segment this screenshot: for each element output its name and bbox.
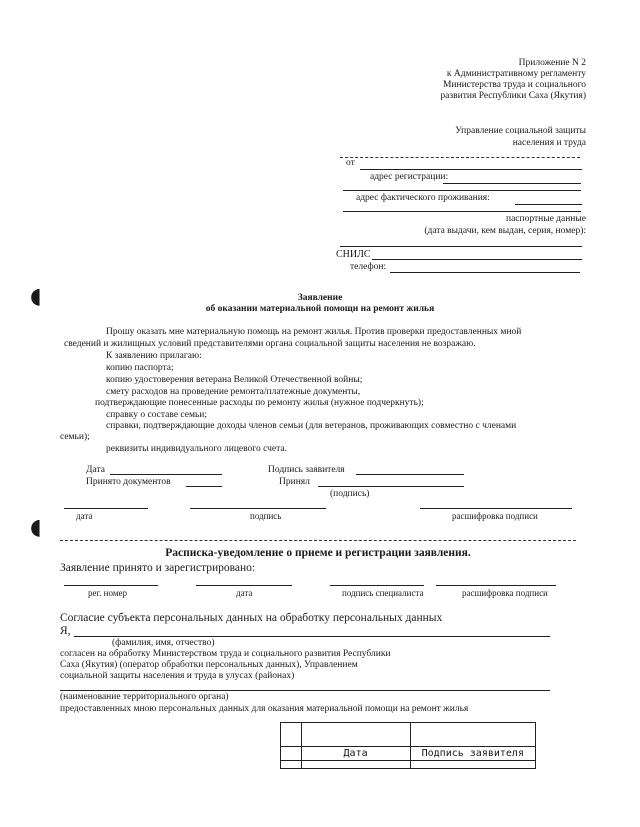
applicant-sign-label: Подпись заявителя xyxy=(268,465,345,475)
body-paragraph: сведений и жилищных условий представителями органа социальной защиты населения не возражаю. xyxy=(64,339,476,349)
passport-label: паспортные данные xyxy=(505,214,586,224)
attach-item: реквизиты индивидуального лицевого счета. xyxy=(106,444,287,454)
receipt-reg-line[interactable] xyxy=(64,585,158,586)
appendix-line: к Административному регламенту xyxy=(446,69,586,79)
consent-line: социальной защиты населения и труда в улусах (районах) xyxy=(60,671,295,681)
phone-field[interactable] xyxy=(390,272,580,273)
appendix-line: Министерства труда и социального xyxy=(442,80,586,90)
signoff-decode-line[interactable] xyxy=(420,508,572,509)
reg-address-field-2[interactable] xyxy=(343,190,581,191)
accepted-by-field[interactable] xyxy=(318,486,464,487)
sig-cell xyxy=(281,747,302,761)
consent-org-field[interactable] xyxy=(60,690,550,691)
docs-accepted-label: Принято документов xyxy=(86,477,171,487)
signoff-col-sign: подпись xyxy=(250,511,282,521)
signoff-col-decode: расшифровка подписи xyxy=(452,511,538,521)
date-label: Дата xyxy=(86,465,105,475)
attach-item: семьи); xyxy=(60,432,90,442)
sig-sign-cell[interactable] xyxy=(410,723,535,747)
applicant-line xyxy=(340,157,580,158)
receipt-col-spec: подпись специалиста xyxy=(342,588,424,598)
fact-address-field-2[interactable] xyxy=(343,211,581,212)
sig-cell xyxy=(281,761,302,769)
passport-hint: (дата выдачи, кем выдан, серия, номер): xyxy=(424,226,586,236)
consent-line: предоставленных мною персональных данных для оказания материальной помощи на ремонт жилья xyxy=(60,704,469,714)
reg-address-field[interactable] xyxy=(443,183,581,184)
receipt-accepted: Заявление принято и зарегистрировано: xyxy=(60,562,256,574)
consent-title: Согласие субъекта персональных данных на обработку персональных данных xyxy=(60,612,443,624)
passport-field[interactable] xyxy=(340,246,582,247)
applicant-sign-field[interactable] xyxy=(356,474,464,475)
attach-item: справки, подтверждающие доходы членов семьи (для ветеранов, проживающих совместно с членами xyxy=(106,421,517,431)
sig-cell xyxy=(410,761,535,769)
consent-fio-hint: (фамилия, имя, отчество) xyxy=(112,638,215,648)
recipient-block xyxy=(455,125,586,149)
binder-hole-mark: ◖ xyxy=(30,284,42,309)
consent-fio-field[interactable] xyxy=(74,636,550,637)
recipient-line: Управление социальной защиты xyxy=(455,126,586,136)
signoff-sign-line[interactable] xyxy=(190,508,326,509)
signoff-date-line[interactable] xyxy=(64,508,148,509)
reg-address-label: адрес регистрации: xyxy=(370,172,449,182)
from-field[interactable] xyxy=(360,169,582,170)
date-field[interactable] xyxy=(110,474,222,475)
snils-label: СНИЛС xyxy=(336,249,371,260)
receipt-col-date: дата xyxy=(236,588,253,598)
attach-intro: К заявлению прилагаю: xyxy=(106,351,202,361)
fact-address-field[interactable] xyxy=(515,204,582,205)
receipt-col-reg: рег. номер xyxy=(88,588,128,598)
receipt-date-line[interactable] xyxy=(196,585,292,586)
recipient-line: населения и труда xyxy=(512,138,586,148)
docs-accepted-field[interactable] xyxy=(186,486,222,487)
attach-item: копию удостоверения ветерана Великой Отечественной войны; xyxy=(106,375,363,385)
signoff-col-date: дата xyxy=(76,511,93,521)
signature-table xyxy=(280,722,536,769)
receipt-col-decode: расшифровка подписи xyxy=(462,588,548,598)
sign-hint: (подпись) xyxy=(330,489,370,499)
consent-line: согласен на обработку Министерством труда и социального развития Республики xyxy=(60,649,391,659)
document-subtitle: об оказании материальной помощи на ремонт жилья xyxy=(205,304,435,314)
fact-address-label: адрес фактического проживания: xyxy=(356,193,490,203)
receipt-decode-line[interactable] xyxy=(436,585,556,586)
attach-item: копию паспорта; xyxy=(106,363,174,373)
sig-date-label: Дата xyxy=(301,747,410,761)
sig-sign-label: Подпись заявителя xyxy=(410,747,535,761)
sig-cell[interactable] xyxy=(281,723,302,747)
receipt-spec-line[interactable] xyxy=(330,585,424,586)
snils-field[interactable] xyxy=(372,259,582,260)
sig-cell xyxy=(301,761,410,769)
appendix-block xyxy=(440,58,586,102)
attach-item: смету расходов на проведение ремонта/платежные документы, xyxy=(106,387,361,397)
attach-item: справку о составе семьи; xyxy=(106,410,208,420)
attach-item: подтверждающие понесенные расходы по ремонту жилья (нужное подчеркнуть); xyxy=(95,398,424,408)
consent-line: Саха (Якутия) (оператор обработки персональных данных), Управлением xyxy=(60,660,358,670)
appendix-line: Приложение N 2 xyxy=(518,58,586,68)
binder-hole-mark: ◖ xyxy=(30,515,42,540)
document-title: Заявление xyxy=(297,293,343,303)
sig-date-cell[interactable] xyxy=(301,723,410,747)
from-label: от xyxy=(346,158,355,168)
appendix-line: развития Республики Саха (Якутия) xyxy=(440,91,586,101)
consent-i-label: Я, xyxy=(60,625,71,637)
receipt-title: Расписка-уведомление о приеме и регистрации заявления. xyxy=(165,547,471,559)
consent-org-hint: (наименование территориального органа) xyxy=(60,692,229,702)
phone-label: телефон: xyxy=(350,262,387,272)
section-separator xyxy=(60,540,576,541)
body-paragraph: Прошу оказать мне материальную помощь на ремонт жилья. Против проверки предоставленных мной xyxy=(106,327,522,337)
accepted-by-label: Принял xyxy=(279,477,310,487)
